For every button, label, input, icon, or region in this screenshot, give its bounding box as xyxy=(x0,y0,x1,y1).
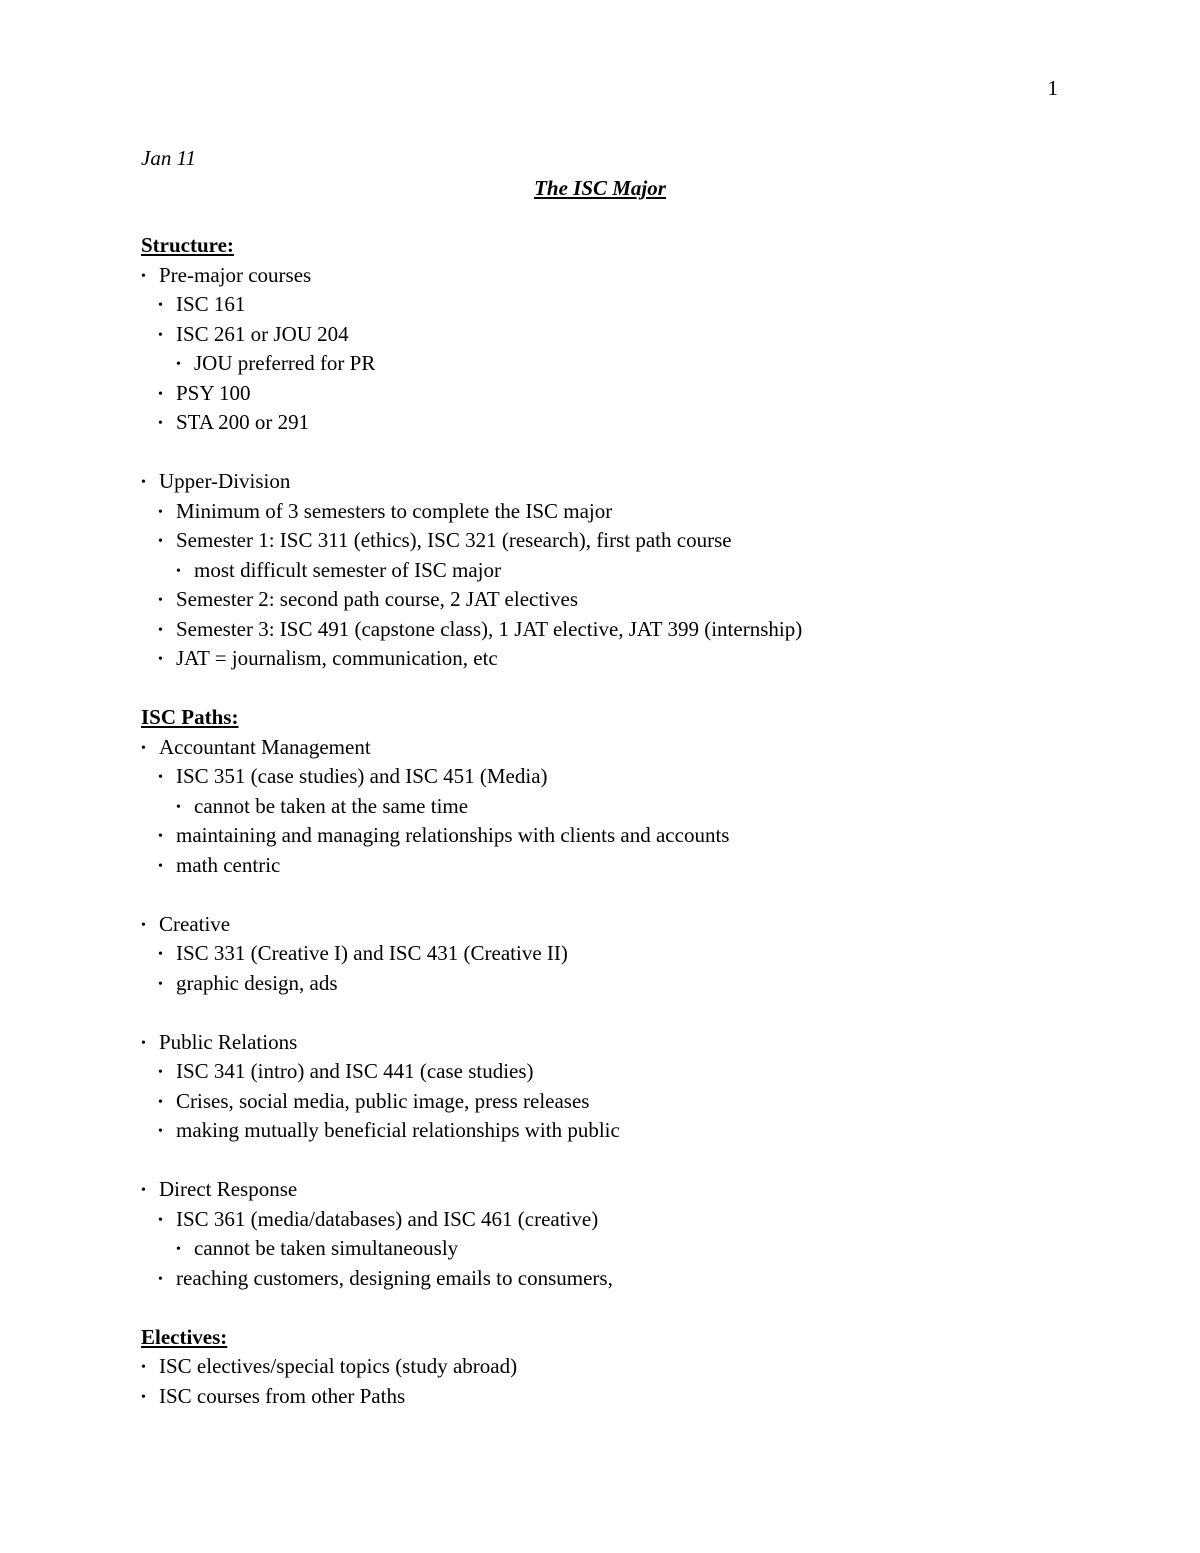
list-item: • reaching customers, designing emails to consumers, xyxy=(141,1264,1101,1294)
list-item: • ISC 351 (case studies) and ISC 451 (Media) xyxy=(141,762,1101,792)
list-item: • Semester 2: second path course, 2 JAT electives xyxy=(141,585,1101,615)
list-item: • Pre-major courses xyxy=(141,261,1101,291)
bullet-icon: • xyxy=(158,534,163,549)
spacer xyxy=(141,998,1101,1028)
document-body xyxy=(141,231,1101,1411)
bullet-icon: • xyxy=(158,416,163,431)
list-item: • ISC 261 or JOU 204 xyxy=(141,320,1101,350)
spacer xyxy=(141,1146,1101,1176)
bullet-icon: • xyxy=(158,858,163,874)
bullet-icon: • xyxy=(158,1094,163,1110)
list-item: • most difficult semester of ISC major xyxy=(141,556,1101,586)
list-item: • Upper-Division xyxy=(141,467,1101,497)
bullet-icon: • xyxy=(158,1212,163,1228)
list-item: • Crises, social media, public image, press releases xyxy=(141,1087,1101,1117)
bullet-icon: • xyxy=(158,976,163,992)
bullet-icon: • xyxy=(158,327,163,343)
list-item: • Minimum of 3 semesters to complete the ISC major xyxy=(141,497,1101,527)
bullet-icon: • xyxy=(158,947,163,962)
section-heading-electives: Electives: xyxy=(141,1324,228,1349)
list-item: • Direct Response xyxy=(141,1175,1101,1205)
list-item: • JAT = journalism, communication, etc xyxy=(141,644,1101,674)
bullet-icon: • xyxy=(158,622,163,638)
bullet-icon: • xyxy=(176,1242,181,1257)
list-item: • PSY 100 xyxy=(141,379,1101,409)
bullet-icon: • xyxy=(158,829,163,844)
bullet-icon: • xyxy=(158,1124,163,1139)
list-item: • Accountant Management xyxy=(141,733,1101,763)
spacer xyxy=(141,880,1101,910)
list-item: • ISC 331 (Creative I) and ISC 431 (Creative II) xyxy=(141,939,1101,969)
list-item: • maintaining and managing relationships with clients and accounts xyxy=(141,821,1101,851)
list-item: • ISC courses from other Paths xyxy=(141,1382,1101,1412)
bullet-icon: • xyxy=(176,799,181,815)
list-item: • STA 200 or 291 xyxy=(141,408,1101,438)
list-item: • Creative xyxy=(141,910,1101,940)
list-item: • ISC electives/special topics (study abroad) xyxy=(141,1352,1101,1382)
bullet-icon: • xyxy=(158,1065,163,1080)
list-item: • JOU preferred for PR xyxy=(141,349,1101,379)
bullet-icon: • xyxy=(141,475,146,490)
list-item: • ISC 361 (media/databases) and ISC 461 (creative) xyxy=(141,1205,1101,1235)
list-item: • ISC 161 xyxy=(141,290,1101,320)
spacer xyxy=(141,1293,1101,1323)
bullet-icon: • xyxy=(141,268,146,284)
bullet-icon: • xyxy=(158,386,163,402)
bullet-icon: • xyxy=(158,298,163,313)
section-heading-structure: Structure: xyxy=(141,233,234,257)
bullet-icon: • xyxy=(141,740,146,756)
bullet-icon: • xyxy=(158,593,163,608)
bullet-icon: • xyxy=(176,563,181,579)
bullet-icon: • xyxy=(141,1389,146,1405)
list-item: • cannot be taken at the same time xyxy=(141,792,1101,822)
note-date: Jan 11 xyxy=(141,146,197,170)
document-title: The ISC Major xyxy=(534,176,666,200)
list-item: • ISC 341 (intro) and ISC 441 (case studies) xyxy=(141,1057,1101,1087)
bullet-icon: • xyxy=(176,357,181,372)
bullet-icon: • xyxy=(141,917,146,933)
list-item: • Semester 3: ISC 491 (capstone class), 1 JAT elective, JAT 399 (internship) xyxy=(141,615,1101,645)
page-number: 1 xyxy=(1047,76,1058,100)
spacer xyxy=(141,438,1101,468)
section-heading-paths: ISC Paths: xyxy=(141,705,239,729)
bullet-icon: • xyxy=(158,770,163,785)
bullet-icon: • xyxy=(158,1271,163,1287)
list-item: • Public Relations xyxy=(141,1028,1101,1058)
bullet-icon: • xyxy=(141,1360,146,1375)
bullet-icon: • xyxy=(158,504,163,520)
list-item: • Semester 1: ISC 311 (ethics), ISC 321 (research), first path course xyxy=(141,526,1101,556)
list-item: • making mutually beneficial relationships with public xyxy=(141,1116,1101,1146)
list-item: • graphic design, ads xyxy=(141,969,1101,999)
list-item: • cannot be taken simultaneously xyxy=(141,1234,1101,1264)
spacer xyxy=(141,674,1101,704)
list-item: • math centric xyxy=(141,851,1101,881)
bullet-icon: • xyxy=(141,1035,146,1051)
bullet-icon: • xyxy=(141,1183,146,1198)
bullet-icon: • xyxy=(158,652,163,667)
